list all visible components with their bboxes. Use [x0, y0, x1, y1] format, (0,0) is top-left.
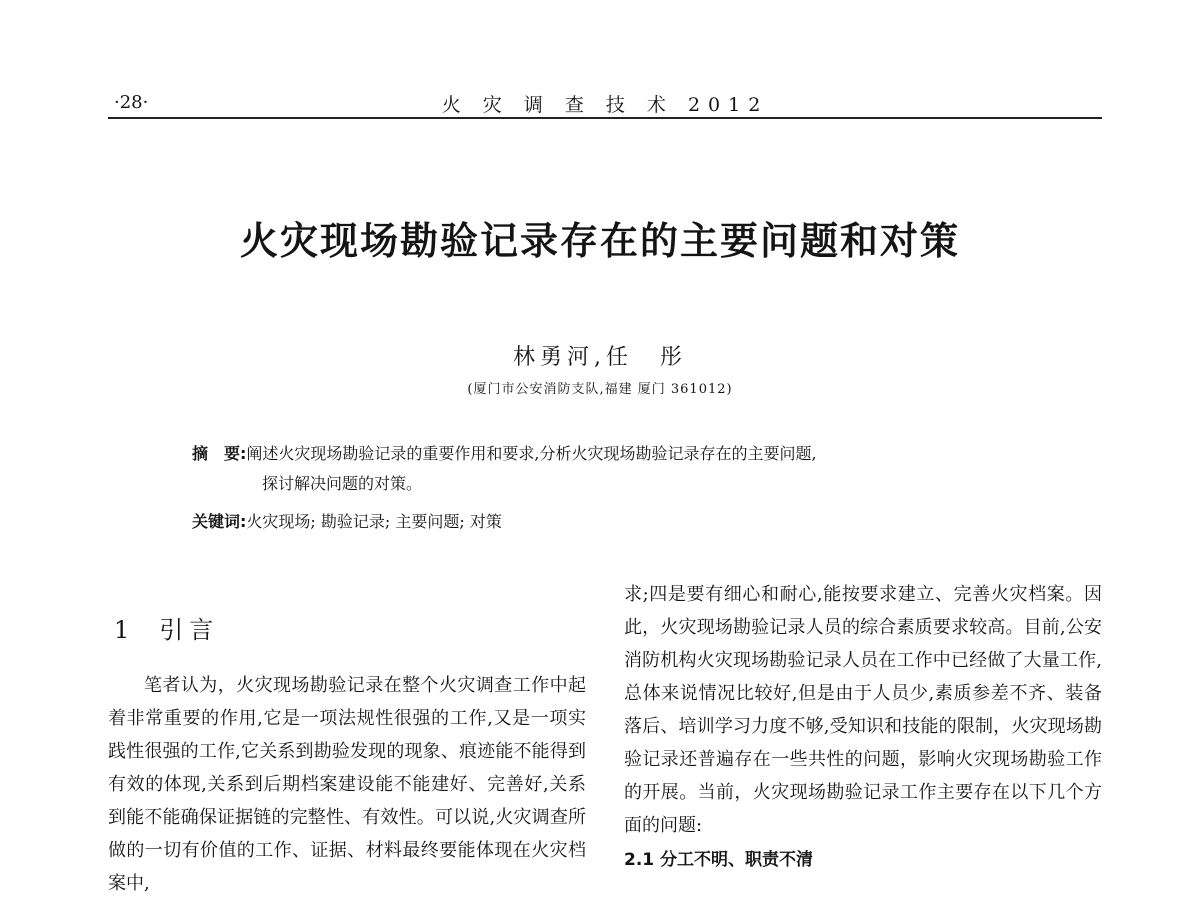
header-rule	[108, 117, 1102, 119]
abstract-text-line2: 探讨解决问题的对策。	[262, 474, 423, 493]
journal-title: 火 灾 调 查 技 术 2012	[441, 94, 769, 116]
author-affiliation: (厦门市公安消防支队,福建 厦门 361012)	[467, 382, 733, 397]
keywords-text: 火灾现场; 勘验记录; 主要问题; 对策	[246, 512, 502, 531]
keywords-label: 关键词:	[192, 512, 247, 531]
abstract-text-line1: 阐述火灾现场勘验记录的重要作用和要求,分析火灾现场勘验记录存在的主要问题,	[246, 444, 817, 463]
article-title: 火灾现场勘验记录存在的主要问题和对策	[239, 219, 960, 263]
section-number: 1	[114, 616, 136, 644]
right-column	[624, 578, 1102, 877]
section-title: 引言	[159, 616, 220, 644]
subsection-heading: 2.1 分工不明、职责不清	[624, 850, 814, 870]
article-authors: 林勇河,任 彤	[513, 345, 687, 370]
keywords-line	[192, 507, 1022, 537]
abstract-label: 摘 要:	[192, 444, 247, 463]
running-header	[108, 86, 1102, 118]
abstract-block	[192, 439, 1022, 537]
page-number: ·28·	[114, 92, 149, 113]
abstract-line	[192, 439, 1022, 469]
body-paragraph: 求;四是要有细心和耐心,能按要求建立、完善火灾档案。因此，火灾现场勘验记录人员的综合素质要求较高。目前,公安消防机构火灾现场勘验记录人员在工作中已经做了大量工作,总体来说情况比较好,但是由于人员少,素质参差不齐、装备落后、培训学习力度不够,受知识和技能的限制，火灾现场勘验记录还普遍存在一些共性的问题，影响火灾现场勘验工作的开展。当前，火灾现场勘验记录工作主要存在以下几个方面的问题:	[624, 584, 1102, 836]
left-column	[108, 614, 586, 900]
intro-paragraph: 笔者认为，火灾现场勘验记录在整个火灾调查工作中起着非常重要的作用,它是一项法规性很强的工作,又是一项实践性很强的工作,它关系到勘验发现的现象、痕迹能不能得到有效的体现,关系到后期档案建设能不能建好、完善好,关系到能不能确保证据链的完整性、有效性。可以说,火灾调查所做的一切有价值的工作、证据、材料最终要能体现在火灾档案中,	[108, 675, 586, 894]
section-heading	[114, 614, 586, 647]
